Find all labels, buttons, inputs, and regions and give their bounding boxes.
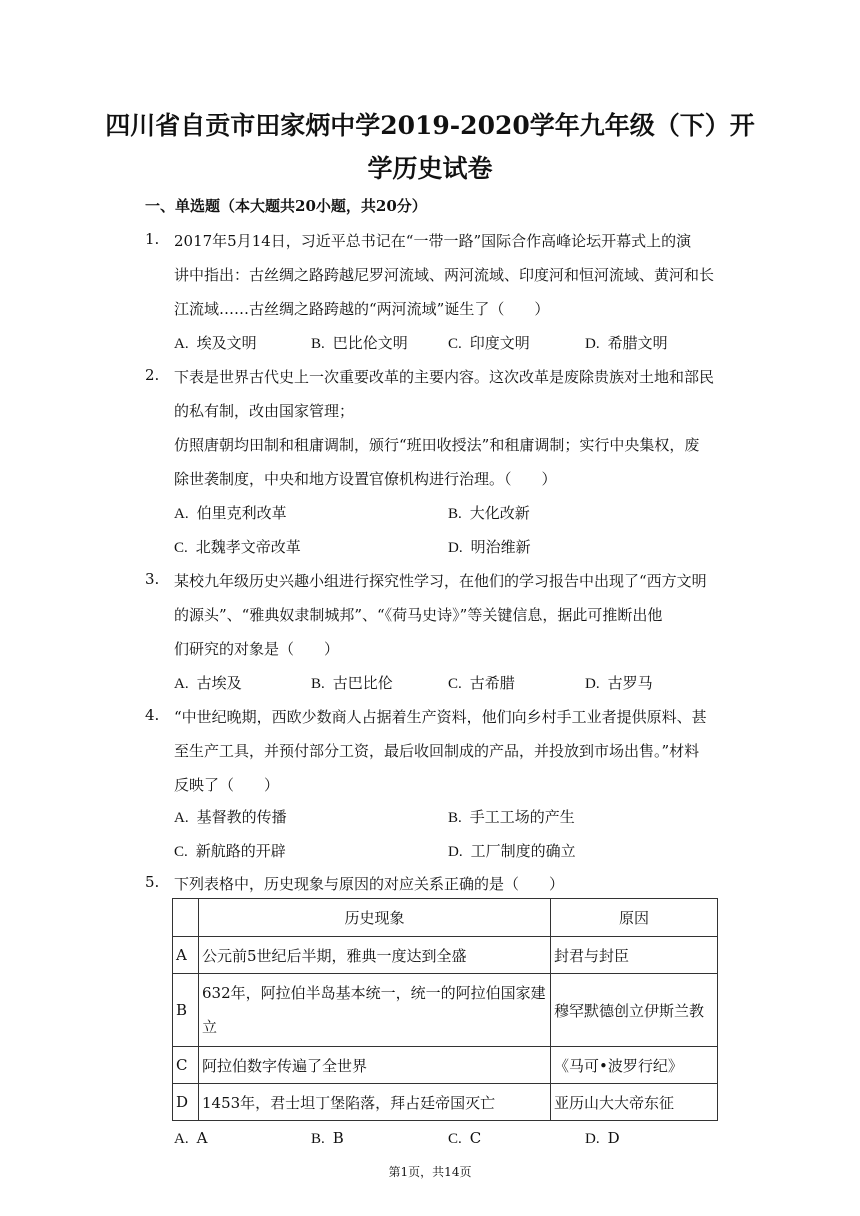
option-a xyxy=(174,1129,207,1148)
option-letter: B. xyxy=(311,1131,325,1147)
option-letter: B. xyxy=(448,810,462,826)
question-text-line: 讲中指出：古丝绸之路跨越尼罗河流域、两河流域、印度河和恒河流域、黄河和长 xyxy=(174,266,715,284)
table-row xyxy=(173,937,718,974)
option-text: 古巴比伦 xyxy=(332,674,393,692)
option-letter: B. xyxy=(448,506,462,522)
option-c xyxy=(448,332,530,353)
table-header-cell xyxy=(173,899,199,937)
table-row xyxy=(173,1047,718,1084)
option-text: 古罗马 xyxy=(607,674,653,692)
question-number: 2. xyxy=(145,366,160,384)
table-cell-phenomenon: 阿拉伯数字传遍了全世界 xyxy=(199,1047,551,1084)
option-letter: C. xyxy=(174,844,188,860)
option-d xyxy=(585,1129,620,1148)
question-text-line: 们研究的对象是（ ） xyxy=(174,640,340,658)
option-text: 埃及文明 xyxy=(196,334,257,352)
option-letter: B. xyxy=(311,336,325,352)
table-header-cell: 原因 xyxy=(551,899,718,937)
option-letter: D. xyxy=(448,540,463,556)
table-cell-reason: 《马可•波罗行纪》 xyxy=(551,1047,718,1084)
question-number: 4. xyxy=(145,706,160,724)
option-b xyxy=(448,502,530,523)
phenomenon-cause-table xyxy=(172,898,718,1121)
option-letter: A. xyxy=(174,506,189,522)
option-text: 工厂制度的确立 xyxy=(470,842,576,860)
option-letter: C. xyxy=(174,540,188,556)
option-c xyxy=(174,840,286,861)
option-text: 基督教的传播 xyxy=(196,808,287,826)
question-number: 1. xyxy=(145,230,160,248)
option-a xyxy=(174,332,257,353)
question-text-line: 的源头”、“雅典奴隶制城邦”、“《荷马史诗》”等关键信息，据此可推断出他 xyxy=(174,606,663,624)
question-text-line: 2017年5月14日，习近平总书记在“一带一路”国际合作高峰论坛开幕式上的演 xyxy=(174,232,692,250)
question-text-line: 江流域……古丝绸之路跨越的“两河流域”诞生了（ ） xyxy=(174,300,550,318)
option-letter: D. xyxy=(585,336,600,352)
option-text: 北魏孝文帝改革 xyxy=(195,538,301,556)
table-cell-reason: 亚历山大大帝东征 xyxy=(551,1084,718,1121)
table-cell-phenomenon: 1453年，君士坦丁堡陷落，拜占廷帝国灭亡 xyxy=(199,1084,551,1121)
option-c xyxy=(174,536,301,557)
option-a xyxy=(174,672,242,693)
document-title-line-1: 四川省自贡市田家炳中学2019-2020学年九年级（下）开 xyxy=(105,111,755,140)
option-a xyxy=(174,502,287,523)
option-text: 新航路的开辟 xyxy=(195,842,286,860)
option-text: 古希腊 xyxy=(469,674,515,692)
option-d xyxy=(448,536,531,557)
option-letter: C. xyxy=(448,1131,462,1147)
option-text: 明治维新 xyxy=(470,538,531,556)
option-c xyxy=(448,1129,481,1148)
option-letter: A. xyxy=(174,336,189,352)
option-text: 印度文明 xyxy=(469,334,530,352)
option-letter: C. xyxy=(448,336,462,352)
option-text: A xyxy=(196,1129,208,1147)
option-text: D xyxy=(607,1129,620,1147)
table-cell-key: C xyxy=(173,1047,199,1084)
option-letter: D. xyxy=(585,1131,600,1147)
option-b xyxy=(311,332,408,353)
option-d xyxy=(585,672,653,693)
question-number: 3. xyxy=(145,570,160,588)
option-text: 手工工场的产生 xyxy=(469,808,575,826)
table-row xyxy=(173,1084,718,1121)
question-text-line: 除世袭制度，中央和地方设置官僚机构进行治理。（ ） xyxy=(174,470,557,488)
option-b xyxy=(311,672,393,693)
option-text: 伯里克利改革 xyxy=(196,504,287,522)
option-letter: B. xyxy=(311,676,325,692)
question-text-line: 仿照唐朝均田制和租庸调制，颁行“班田收授法”和租庸调制；实行中央集权，废 xyxy=(174,436,700,454)
question-text-line: “中世纪晚期，西欧少数商人占据着生产资料，他们向乡村手工业者提供原料、甚 xyxy=(174,708,707,726)
option-letter: A. xyxy=(174,810,189,826)
table-row xyxy=(173,974,718,1047)
question-text-line: 下表是世界古代史上一次重要改革的主要内容。这次改革是废除贵族对土地和部民 xyxy=(174,368,715,386)
option-d xyxy=(585,332,668,353)
option-b xyxy=(448,806,575,827)
option-letter: D. xyxy=(448,844,463,860)
option-a xyxy=(174,806,287,827)
table-cell-reason: 封君与封臣 xyxy=(551,937,718,974)
question-text-line: 的私有制，改由国家管理； xyxy=(174,402,355,420)
section-heading: 一、单选题（本大题共20小题，共20分） xyxy=(145,197,427,215)
option-text: 大化改新 xyxy=(469,504,530,522)
option-letter: D. xyxy=(585,676,600,692)
table-cell-key: A xyxy=(173,937,199,974)
table-cell-phenomenon: 公元前5世纪后半期，雅典一度达到全盛 xyxy=(199,937,551,974)
question-number: 5. xyxy=(145,873,160,891)
option-letter: A. xyxy=(174,1131,189,1147)
document-title-line-2: 学历史试卷 xyxy=(367,154,493,183)
table-cell-key: B xyxy=(173,974,199,1047)
option-letter: A. xyxy=(174,676,189,692)
question-text-line: 某校九年级历史兴趣小组进行探究性学习，在他们的学习报告中出现了“西方文明 xyxy=(174,572,707,590)
table-cell-phenomenon: 632年，阿拉伯半岛基本统一，统一的阿拉伯国家建立 xyxy=(199,974,551,1047)
option-text: 巴比伦文明 xyxy=(332,334,408,352)
question-text-line: 下列表格中，历史现象与原因的对应关系正确的是（ ） xyxy=(174,875,565,893)
option-text: 希腊文明 xyxy=(607,334,668,352)
table-cell-key: D xyxy=(173,1084,199,1121)
table-header-row xyxy=(173,899,718,937)
option-letter: C. xyxy=(448,676,462,692)
option-b xyxy=(311,1129,344,1148)
question-text-line: 反映了（ ） xyxy=(174,776,280,794)
page-footer: 第1页，共14页 xyxy=(388,1165,472,1179)
option-text: C xyxy=(469,1129,482,1147)
option-text: 古埃及 xyxy=(196,674,242,692)
option-d xyxy=(448,840,576,861)
option-c xyxy=(448,672,515,693)
table-cell-reason: 穆罕默德创立伊斯兰教 xyxy=(551,974,718,1047)
option-text: B xyxy=(332,1129,344,1147)
question-text-line: 至生产工具，并预付部分工资，最后收回制成的产品，并投放到市场出售。”材料 xyxy=(174,742,700,760)
table-header-cell: 历史现象 xyxy=(199,899,551,937)
